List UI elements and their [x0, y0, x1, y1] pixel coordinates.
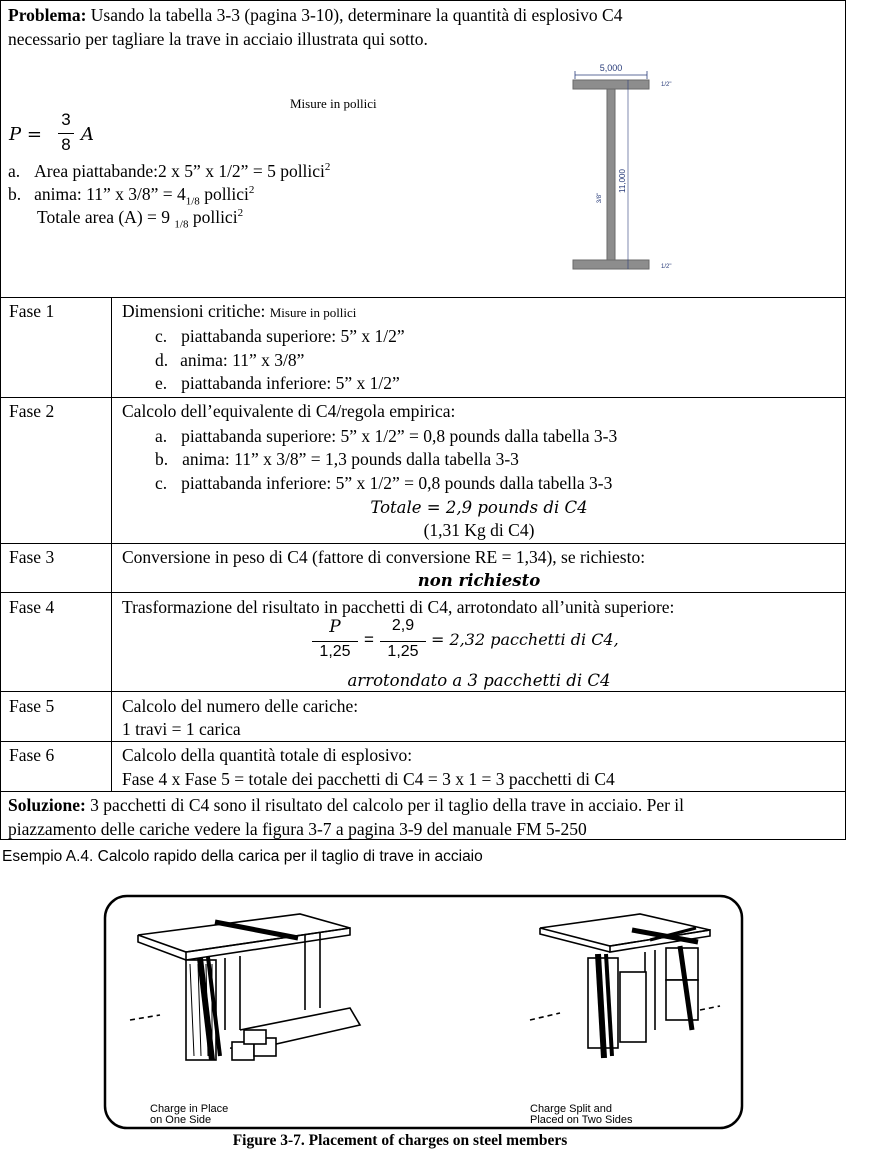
right-label-1: Charge Split and: [530, 1103, 612, 1115]
step-title: Calcolo del numero delle cariche:: [122, 696, 359, 716]
area-item-a: a. Area piattabande:2 x 5” x 1/2” = 5 pollici$^2$: [8, 161, 331, 181]
bottom-flange: [573, 260, 649, 269]
problem-line-2: necessario per tagliare la trave in acciaio illustrata qui sotto.: [8, 29, 428, 49]
step-rounded: arrotondato a 3 pacchetti di C4: [347, 671, 611, 690]
row-divider: [1, 791, 846, 792]
step-item: e. piattabanda inferiore: 5” x 1/2”: [155, 373, 400, 393]
solution-line-2: piazzamento delle cariche vedere la figura 3-7 a pagina 3-9 del manuale FM 5-250: [8, 819, 587, 839]
left-label-1: Charge in Place: [150, 1103, 229, 1115]
step-title: Dimensioni critiche: Misure in pollici: [122, 301, 357, 321]
top-flange: [573, 80, 649, 89]
step-total: Totale = 2,9 pounds di C4: [370, 498, 588, 517]
row-divider: [1, 297, 846, 298]
step-title: Calcolo della quantità totale di esplosivo:: [122, 745, 413, 765]
step-fraction-formula: P 1,25 = 2,9 1,25 = 2,32 pacchetti di C4,: [311, 617, 671, 667]
figure-caption: Figure 3-7. Placement of charges on steel members: [232, 1132, 568, 1149]
step-label: Fase 6: [9, 745, 55, 765]
area-total: Totale area (A) = 9 $_{1/8}$ pollici$^2$: [37, 207, 244, 231]
left-label-2: on One Side: [150, 1114, 212, 1126]
step-item: c. piattabanda superiore: 5” x 1/2”: [155, 326, 405, 346]
row-divider: [1, 397, 846, 398]
problem-table: Problema: Usando la tabella 3-3 (pagina 3-10), determinare la quantità di esplosivo C4 necessario per tagliare la trave in acciaio illustrata qui sotto. Misure in pollici P = 3 8 A a. Area piattabande:2 x 5” x 1/2” = 5 pollici$^2$ b. anima: 11” x 3/8” = $4_{1/8}$ pollici$^2$ Totale area (A) = 9 $_{1/8}$ pollici$^2$ 5,000 11,000 1/2" 1/2" 3/8" Fase 1 Dimensioni critiche: Misure in pollici c. piattabanda superiore: 5” x 1/2” d. anima: 11” x 3/8” e. piattabanda inferiore: 5” x 1/2” Fase 2 Calcolo dell’equivalente di C4/regola empirica: a. piattabanda superiore: 5” x 1/2” = 0,8 pounds dalla tabella 3-3 b. anima: 11” x 3/8” = 1,3 pounds dalla tabella 3-3 c. piattabanda inferiore: 5” x 1/2” = 0,8 pounds dalla tabella 3-3 Totale = 2,9 pounds di C4 (1,31 Kg di C4) Fase 3 Conversione in peso di C4 (fattore di conversione RE = 1,34), se richiesto: non richiesto Fase 4 Trasformazione del risultato in pacchetti di C4, arrotondato all’unità superiore: P 1,25 = 2,9 1,25 = 2,32 pacchetti di C4, arrotondato a 3 pacchetti di C4 Fase 5 Calcolo del numero delle cariche: 1 travi = 1 carica Fase 6 Calcolo della quantità totale di esplosivo: Fase 4 x Fase 5 = totale dei pacchetti di C4 = 3 x 1 = 3 pacchetti di C4 Soluzione: 3 pacchetti di C4 sono il risultato del calcolo per il taglio della trave in acciaio. Per il piazzamento delle cariche vedere la figura 3-7 a pagina 3-9 del manuale FM 5-250: [0, 0, 846, 840]
top-flange-label: 1/2": [661, 82, 672, 88]
charge-placement-figure: [100, 880, 750, 1150]
row-divider: [1, 592, 846, 593]
row-divider: [1, 543, 846, 544]
step-note: non richiesto: [417, 571, 541, 590]
step-label: Fase 2: [9, 401, 55, 421]
step-label: Fase 1: [9, 301, 55, 321]
area-item-b: b. anima: 11” x 3/8” = $4_{1/8}$ pollici$^2$: [8, 184, 255, 208]
measure-note: Misure in pollici: [290, 96, 377, 111]
problem-line-1: Problema: Usando la tabella 3-3 (pagina 3-10), determinare la quantità di esplosivo C4: [8, 5, 623, 25]
i-beam-diagram: [561, 56, 691, 286]
step-item: d. anima: 11” x 3/8”: [155, 350, 305, 370]
step-item: b. anima: 11” x 3/8” = 1,3 pounds dalla tabella 3-3: [155, 449, 519, 469]
solution-line-1: Soluzione: 3 pacchetti di C4 sono il risultato del calcolo per il taglio della trave in acciaio. Per il: [8, 795, 685, 815]
beam-height-label: 11,000: [618, 169, 627, 193]
web: [607, 89, 615, 260]
column-divider: [111, 297, 112, 791]
step-line: Fase 4 x Fase 5 = totale dei pacchetti di C4 = 3 x 1 = 3 pacchetti di C4: [122, 769, 615, 789]
step-line: 1 travi = 1 carica: [122, 719, 241, 739]
step-label: Fase 5: [9, 696, 55, 716]
step-item: c. piattabanda inferiore: 5” x 1/2” = 0,8 pounds dalla tabella 3-3: [155, 473, 613, 493]
step-title: Calcolo dell’equivalente di C4/regola empirica:: [122, 401, 456, 421]
step-total-kg: (1,31 Kg di C4): [423, 520, 535, 540]
beam-width-label: 5,000: [599, 63, 623, 73]
step-label: Fase 3: [9, 547, 55, 567]
right-label-2: Placed on Two Sides: [530, 1114, 633, 1126]
bottom-flange-label: 1/2": [661, 264, 672, 270]
step-title: Conversione in peso di C4 (fattore di conversione RE = 1,34), se richiesto:: [122, 547, 646, 567]
step-item: a. piattabanda superiore: 5” x 1/2” = 0,8 pounds dalla tabella 3-3: [155, 426, 618, 446]
row-divider: [1, 691, 846, 692]
web-thickness-label: 3/8": [597, 192, 603, 204]
example-caption: Esempio A.4. Calcolo rapido della carica per il taglio di trave in acciaio: [2, 848, 483, 865]
step-title: Trasformazione del risultato in pacchetti di C4, arrotondato all’unità superiore:: [122, 597, 675, 617]
step-label: Fase 4: [9, 597, 55, 617]
row-divider: [1, 741, 846, 742]
